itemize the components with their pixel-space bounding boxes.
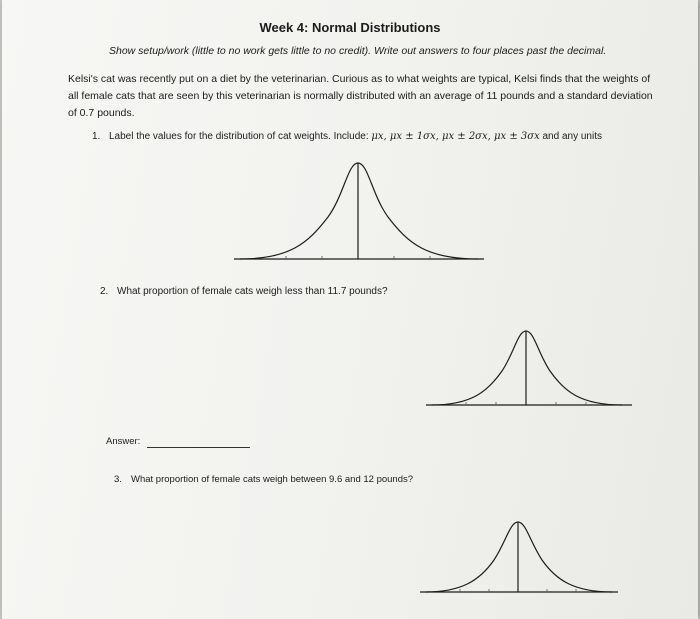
question-2 xyxy=(100,286,388,297)
question-3 xyxy=(114,474,413,485)
question-3-text: What proportion of female cats weigh between 9.6 and 12 pounds? xyxy=(131,474,414,485)
curve-2-bell xyxy=(432,331,622,405)
question-2-text: What proportion of female cats weigh less than 11.7 pounds? xyxy=(117,286,388,297)
scenario-paragraph: Kelsi's cat was recently put on a diet by the veterinarian. Curious as to what weights are typical, Kelsi finds that the weights of all female cats that are seen by this veterinarian is normally distributed with an average of 11 pounds and a standard deviation of 0.7 pounds. xyxy=(68,73,653,119)
question-1-text: Label the values for the distribution of cat weights. Include: xyxy=(109,131,372,142)
question-3-number: 3. xyxy=(114,474,122,485)
normal-curve-1 xyxy=(232,155,487,265)
question-1 xyxy=(92,131,602,142)
instructions: Show setup/work (little to no work gets little to no credit). Write out answers to four places past the decimal. xyxy=(109,45,607,57)
answer-blank[interactable] xyxy=(147,447,250,448)
worksheet-page xyxy=(2,0,698,619)
question-1-math: μx, μx ± 1σx, μx ± 2σx, μx ± 3σx xyxy=(371,131,540,142)
answer-label: Answer: xyxy=(106,436,141,447)
curve-1-bell xyxy=(240,163,478,259)
curve-3-bell xyxy=(426,522,612,592)
question-1-text-end: and any units xyxy=(539,131,602,142)
question-2-number: 2. xyxy=(100,286,109,297)
question-1-number: 1. xyxy=(92,131,101,142)
normal-curve-2 xyxy=(426,325,636,410)
normal-curve-3 xyxy=(420,518,620,598)
page-title: Week 4: Normal Distributions xyxy=(259,20,441,35)
